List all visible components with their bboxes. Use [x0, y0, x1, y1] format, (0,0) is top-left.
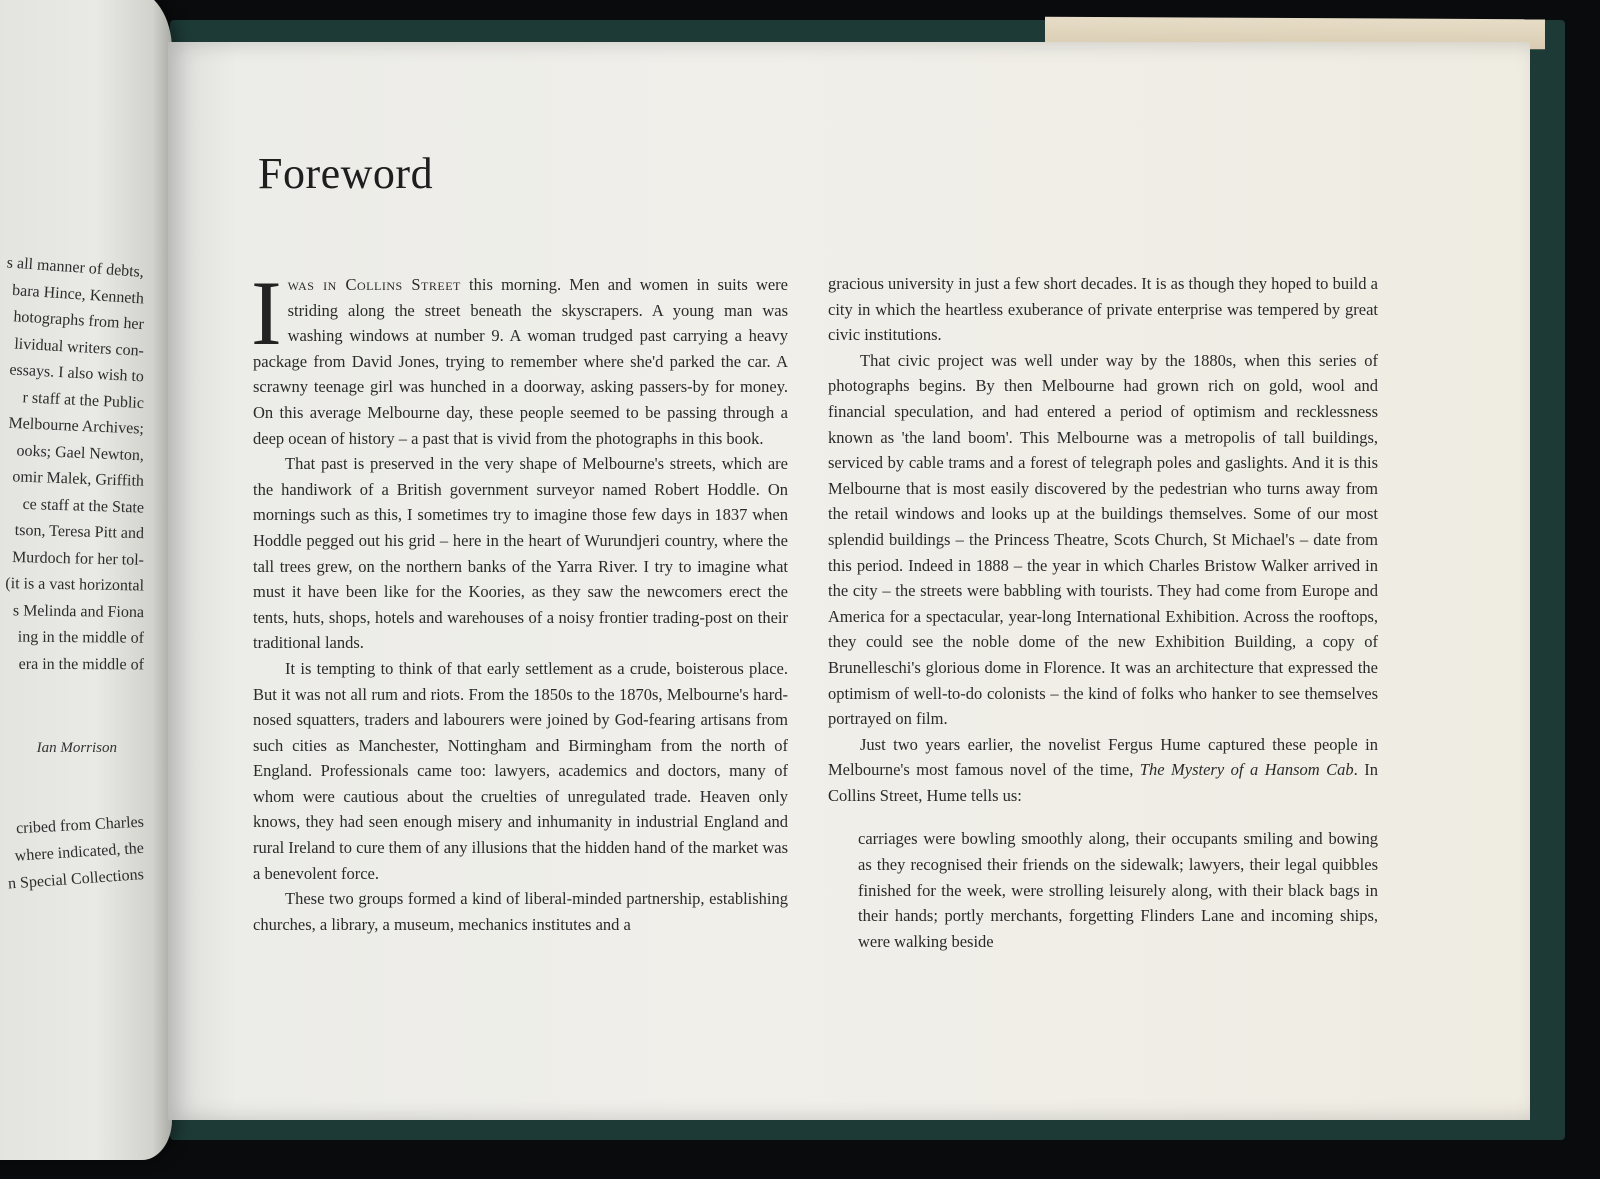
- left-page-line: hotographs from her: [12, 308, 145, 334]
- left-page-line: r staff at the Public: [22, 388, 145, 412]
- left-page-line: (it is a vast horizontal: [5, 575, 145, 595]
- page-title: Foreword: [258, 149, 434, 198]
- left-page-line: bara Hince, Kenneth: [11, 281, 145, 308]
- left-page-line: era in the middle of: [18, 655, 145, 673]
- left-page-footnote-line: cribed from Charles: [15, 813, 145, 838]
- foreword-column-right: [828, 271, 1378, 954]
- left-page-line: lividual writers con-: [13, 334, 145, 360]
- paragraph: [828, 732, 1378, 809]
- left-page-line: Melbourne Archives;: [8, 414, 145, 438]
- signature: Ian Morrison: [36, 740, 117, 756]
- block-quote: carriages were bowling smoothly along, their occupants smiling and bowing as they recognised their friends on the sidewalk; lawyers, their legal quibbles finished for the week, were strolling leisurely along, with their black bags in their hands; portly merchants, forgetting Flinders Lane and incoming ships, were walking beside: [858, 829, 1378, 951]
- left-page-line: s Melinda and Fiona: [12, 601, 145, 621]
- left-page-line: s all manner of debts,: [6, 254, 145, 281]
- left-page-line: ce staff at the State: [22, 495, 145, 517]
- paragraph: That civic project was well under way by the 1880s, when this series of photographs begins. By then Melbourne had grown rich on gold, wool and financial speculation, and had entered a period of optimism and recklessness known as 'the land boom'. This Melbourne was a metropolis of tall buildings, serviced by cable trams and a forest of telegraph poles and gaslights. And it is this Melbourne that is most easily discovered by the pedestrian who turns away from the retail windows and looks up at the buildings themselves. Some of our most splendid buildings – the Princess Theatre, Scots Church, St Michael's – date from this period. Indeed in 1888 – the year in which Charles Bristow Walker arrived in the city – the streets were babbling with tourists. They had come from Europe and America for a spectacular, year-long International Exhibition. Across the rooftops, they could see the noble dome of the new Exhibition Building, a copy of Brunelleschi's glorious dome in Florence. It was an architecture that expressed the optimism of well-to-do colonists – the kind of folks who hanker to see themselves portrayed on film.: [828, 350, 1378, 729]
- left-page-footnote-line: where indicated, the: [14, 839, 145, 865]
- left-page-line: ooks; Gael Newton,: [16, 441, 145, 464]
- left-page: [0, 0, 172, 1160]
- paragraph: It is tempting to think of that early settlement as a crude, boisterous place. But it was not all rum and riots. From the 1850s to the 1870s, Melbourne's hard-nosed squatters, traders and labourers were joined by God-fearing artisans from such cities as Manchester, Nottingham and Birmingham from the north of England. Professionals came too: lawyers, academics and doctors, many of whom were cautious about the cruelties of unregulated trade. Heaven only knows, they had seen enough misery and inhumanity in industrial England and rural Ireland to cure them of any illusions that the hidden hand of the market was a benevolent force.: [253, 658, 788, 883]
- drop-cap: I: [251, 262, 282, 364]
- left-page-line: Murdoch for her tol-: [11, 548, 145, 569]
- paragraph: gracious university in just a few short decades. It is as though they hoped to build a city in which the heartless exuberance of private enterprise was tempered by great civic institutions.: [828, 274, 1378, 345]
- left-page-footnote-line: n Special Collections: [7, 866, 145, 893]
- left-page-line: ing in the middle of: [17, 628, 145, 647]
- paragraph-text: Just two years earlier, the novelist Fergus Hume captured these people in Melbourne's most famous novel of the time,: [828, 734, 1378, 780]
- opening-smallcaps: was in Collins Street: [287, 275, 461, 294]
- paragraph: [251, 262, 788, 451]
- paragraph: These two groups formed a kind of liberal-minded partnership, establishing churches, a library, a museum, mechanics institutes and a: [253, 889, 788, 934]
- left-page-line: essays. I also wish to: [8, 361, 145, 386]
- paragraph-text: this morning. Men and women in suits were striding along the street beneath the skyscrapers. A young man was washing windows at number 9. A woman trudged past carrying a heavy package from David Jones, trying to remember where she'd parked the car. A scrawny teenage girl was hunched in a doorway, asking passers-by for money. On this average Melbourne day, these people seemed to be passing through a deep ocean of history – a past that is vivid from the photographs in this book.: [253, 275, 788, 448]
- paragraph: That past is preserved in the very shape of Melbourne's streets, which are the handiwork of a British government surveyor named Robert Hoddle. On mornings such as this, I sometimes try to imagine those few days in 1837 when Hoddle pegged out his grid – here in the heart of Wurundjeri country, where the tall trees grew, on the northern banks of the Yarra River. I try to imagine what must it have been like for the Koories, as they saw the newcomers erect the tents, huts, shops, hotels and warehouses of a noisy frontier trading-post on their traditional lands.: [253, 454, 788, 653]
- left-page-line: omir Malek, Griffith: [12, 468, 145, 490]
- paragraph-text: . In Collins Street, Hume tells us:: [828, 760, 1379, 805]
- left-page-line: tson, Teresa Pitt and: [14, 521, 145, 543]
- foreword-column-left: [251, 262, 788, 937]
- book-title: The Mystery of a Hansom Cab: [1139, 760, 1354, 780]
